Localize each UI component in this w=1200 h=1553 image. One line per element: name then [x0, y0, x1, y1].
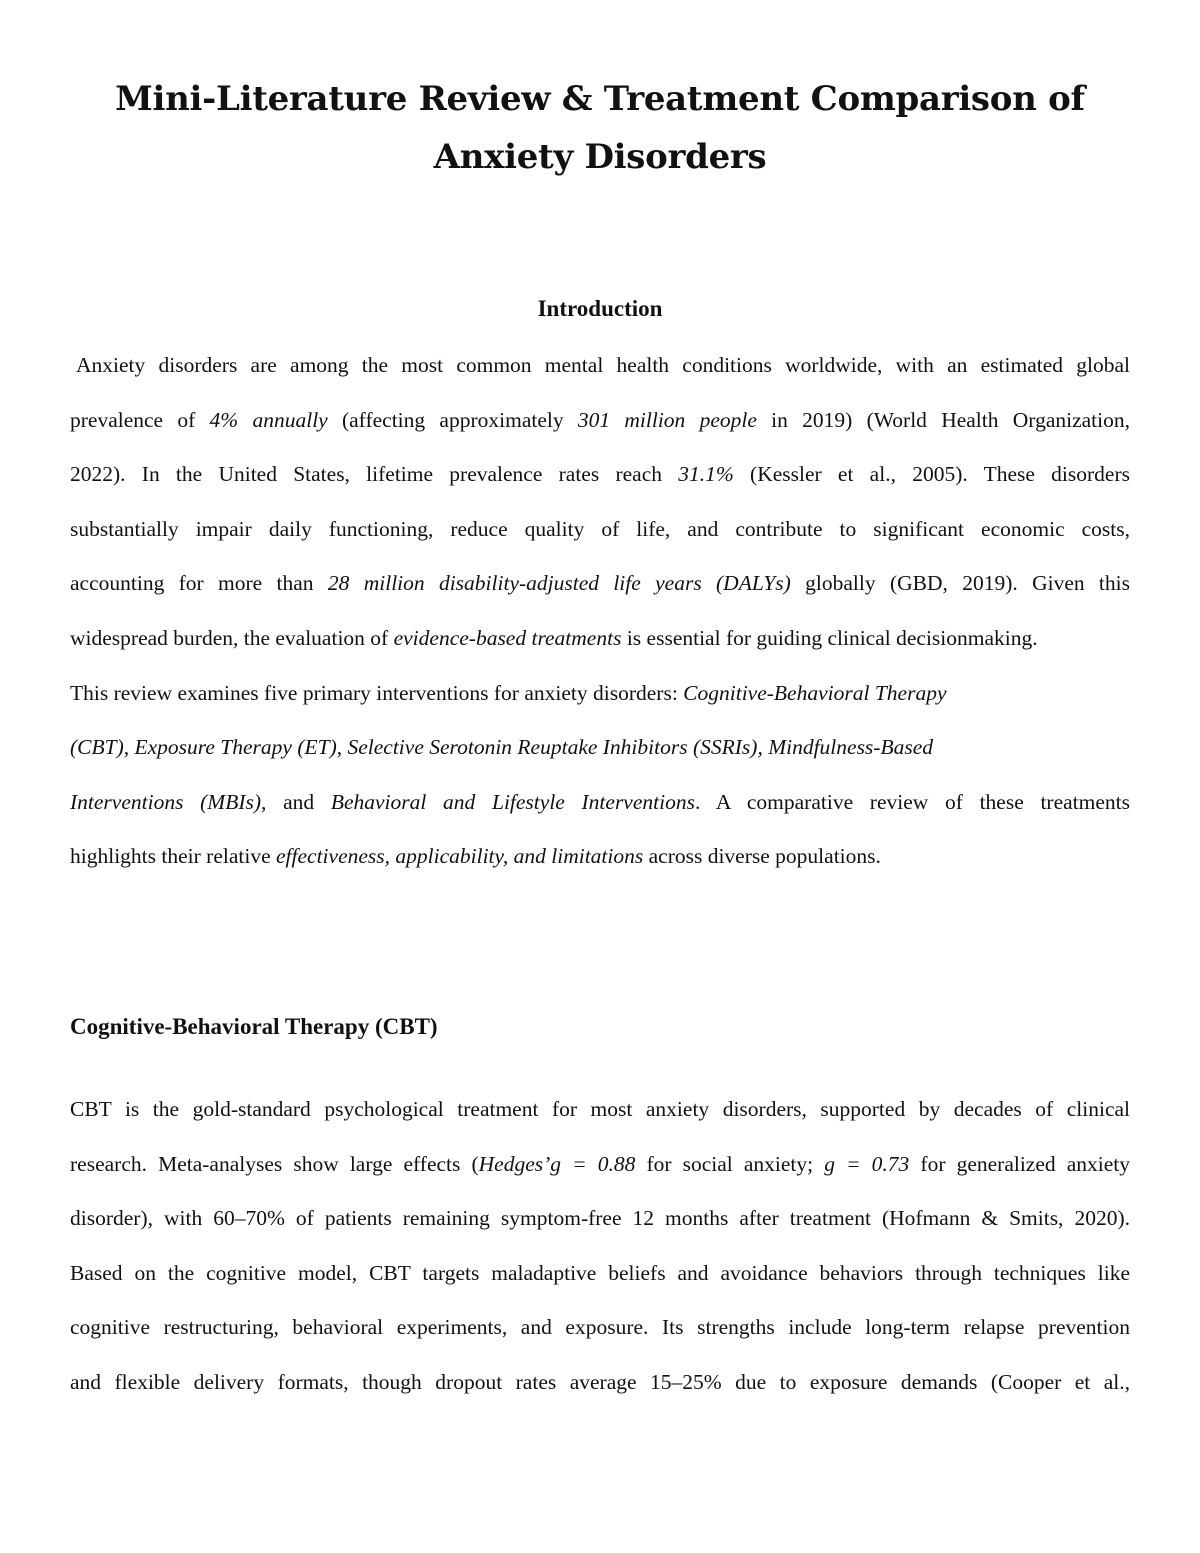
paragraph-line: [70, 775, 1130, 830]
paragraph-line: [70, 829, 1130, 884]
text-run: disorder), with 60–70% of patients remaining symptom-free 12 months after treatment (Hofmann & Smits, 2020).: [70, 1206, 1130, 1231]
paragraph-line: [70, 393, 1130, 448]
text-run: substantially impair daily functioning, reduce quality of life, and contribute to significant economic costs,: [70, 516, 1130, 541]
text-run: This review examines five primary interventions for anxiety disorders: Cognitive-Behavioral Therapy: [70, 680, 947, 705]
paragraph-line: [70, 611, 1130, 666]
text-run: cognitive restructuring, behavioral experiments, and exposure. Its strengths include long-term relapse prevention: [70, 1315, 1130, 1340]
paragraph-line: [70, 1246, 1130, 1301]
paragraph-line: [70, 1082, 1130, 1137]
introduction-heading: Introduction: [537, 296, 663, 321]
paragraph-line: [70, 666, 1130, 721]
paragraph-line: [70, 1300, 1130, 1355]
text-run: Interventions (MBIs), and Behavioral and Lifestyle Interventions. A comparative review of these treatments: [70, 789, 1130, 814]
paragraph-line: [70, 502, 1130, 557]
cbt-heading: Cognitive-Behavioral Therapy (CBT): [70, 1014, 438, 1039]
text-run: research. Meta-analyses show large effects (Hedges’g = 0.88 for social anxiety; g = 0.73 for generalized anxiety: [70, 1151, 1131, 1176]
paragraph-line: [70, 1137, 1130, 1192]
text-run: prevalence of 4% annually (affecting approximately 301 million people in 2019) (World Health Organization,: [70, 407, 1130, 432]
paragraph-line: [70, 720, 1130, 775]
paragraph-line: [70, 338, 1130, 393]
paragraph-line: [70, 1355, 1130, 1410]
text-run: CBT is the gold-standard psychological treatment for most anxiety disorders, supported by decades of clinical: [70, 1097, 1130, 1121]
text-run: (CBT), Exposure Therapy (ET), Selective Serotonin Reuptake Inhibitors (SSRIs), Mindfulness-Based: [70, 735, 934, 760]
text-run: accounting for more than 28 million disability-adjusted life years (DALYs) globally (GBD, 2019). Given this: [70, 571, 1130, 596]
text-run: and flexible delivery formats, though dropout rates average 15–25% due to exposure demands (Cooper et al.,: [70, 1369, 1130, 1394]
paragraph-line: [70, 556, 1130, 611]
text-run: widespread burden, the evaluation of evidence-based treatments is essential for guiding clinical decisionmaking.: [70, 625, 1038, 650]
text-run: Anxiety disorders are among the most common mental health conditions worldwide, with an estimated global: [76, 353, 1130, 377]
paragraph-line: [70, 447, 1130, 502]
cbt-paragraph: [70, 1082, 1130, 1410]
text-run: 2022). In the United States, lifetime prevalence rates reach 31.1% (Kessler et al., 2005). These disorders: [70, 462, 1130, 487]
paragraph-line: [70, 1191, 1130, 1246]
introduction-paragraph: [70, 338, 1130, 884]
document-title: Mini-Literature Review & Treatment Comparison of Anxiety Disorders: [115, 79, 1085, 177]
text-run: highlights their relative effectiveness, applicability, and limitations across diverse populations.: [70, 844, 881, 869]
text-run: Based on the cognitive model, CBT targets maladaptive beliefs and avoidance behaviors through techniques like: [70, 1260, 1130, 1285]
